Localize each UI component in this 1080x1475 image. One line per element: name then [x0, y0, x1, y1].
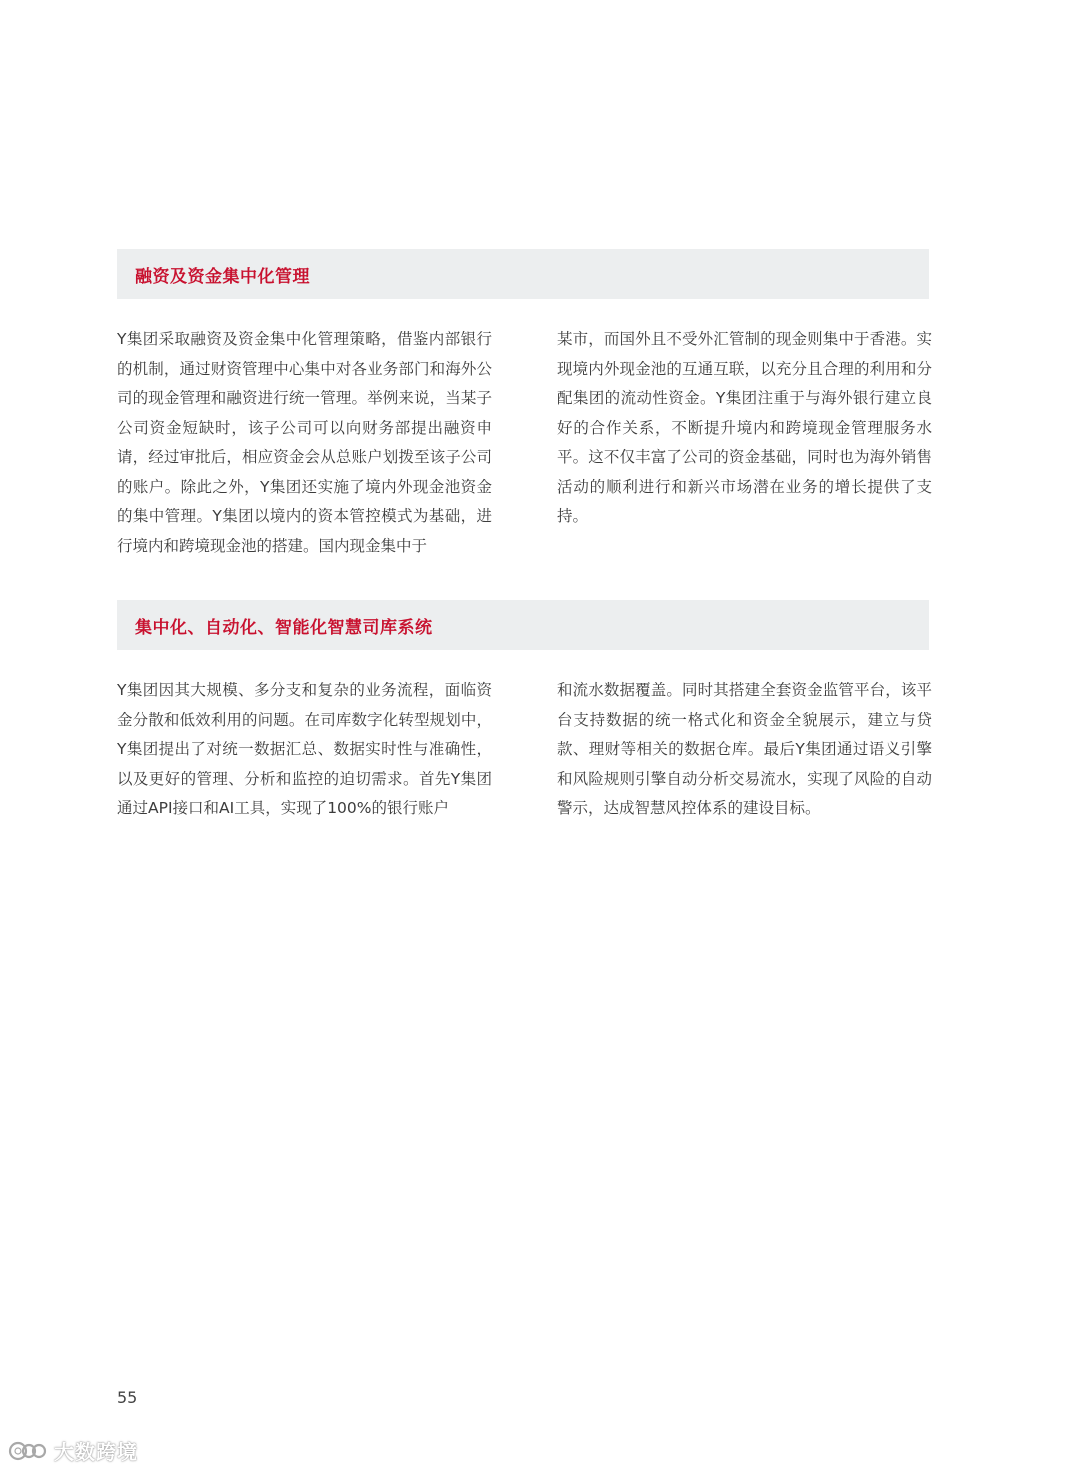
section-title: 融资及资金集中化管理	[135, 266, 310, 287]
body-paragraph-right: 和流水数据覆盖。同时其搭建全套资金监管平台，该平台支持数据的统一格式化和资金全貌展示，建立与贷款、理财等相关的数据仓库。最后Y集团通过语义引擎和风险规则引擎自动分析交易流水，实现了风险的自动警示，达成智慧风控体系的建设目标。	[557, 681, 932, 817]
page-number: 55	[117, 1388, 138, 1407]
watermark	[8, 1436, 138, 1465]
body-paragraph-right: 某市，而国外且不受外汇管制的现金则集中于香港。实现境内外现金池的互通互联，以充分且合理的利用和分配集团的流动性资金。Y集团注重于与海外银行建立良好的合作关系，不断提升境内和跨境现金管理服务水平。这不仅丰富了公司的资金基础，同时也为海外销售活动的顺利进行和新兴市场潜在业务的增长提供了支持。	[557, 330, 932, 525]
section-title: 集中化、自动化、智能化智慧司库系统	[135, 617, 433, 638]
watermark-text: 大数跨境	[54, 1440, 138, 1464]
body-paragraph-left: Y集团采取融资及资金集中化管理策略，借鉴内部银行的机制，通过财资管理中心集中对各业务部门和海外公司的现金管理和融资进行统一管理。举例来说，当某子公司资金短缺时，该子公司可以向财务部提出融资申请，经过审批后，相应资金会从总账户划拨至该子公司的账户。除此之外，Y集团还实施了境内外现金池资金的集中管理。Y集团以境内的资本管控模式为基础，进行境内和跨境现金池的搭建。国内现金集中于	[117, 330, 492, 555]
body-paragraph-left: Y集团因其大规模、多分支和复杂的业务流程，面临资金分散和低效利用的问题。在司库数字化转型规划中，Y集团提出了对统一数据汇总、数据实时性与准确性，以及更好的管理、分析和监控的迫切需求。首先Y集团通过API接口和AI工具，实现了100%的银行账户	[117, 681, 492, 817]
section-header-financing	[117, 249, 929, 299]
brand-logo-icon	[8, 1437, 48, 1465]
section-header-treasury-system	[117, 600, 929, 650]
